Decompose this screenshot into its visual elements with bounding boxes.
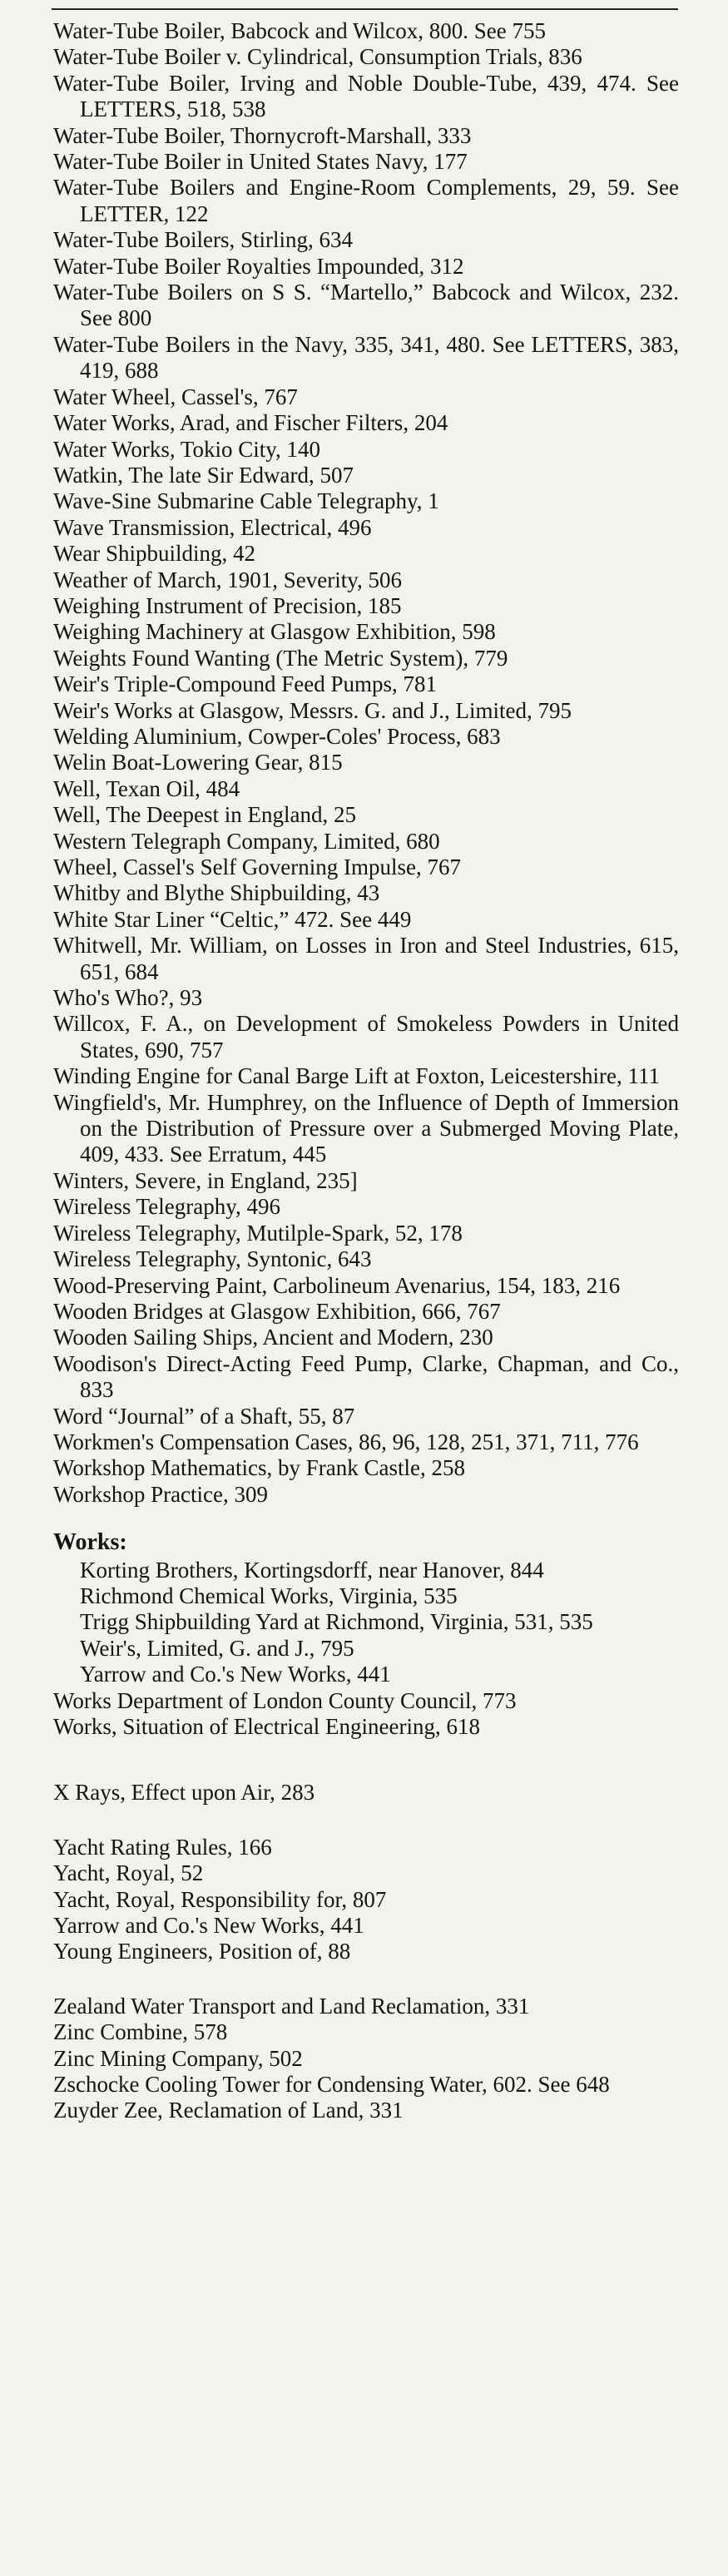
index-entry: Water-Tube Boilers in the Navy, 335, 341, 480. See LETTERS, 383, 419, 688 — [53, 331, 679, 384]
index-entry: Yarrow and Co.'s New Works, 441 — [53, 1913, 364, 1939]
index-entry: Water-Tube Boiler, Babcock and Wilcox, 800. See 755 — [53, 18, 546, 43]
section-gap — [53, 1806, 679, 1835]
index-entry: Woodison's Direct-Acting Feed Pump, Clarke, Chapman, and Co., 833 — [53, 1350, 679, 1403]
index-entry: Wheel, Cassel's Self Governing Impulse, 767 — [53, 855, 462, 879]
index-entry: Western Telegraph Company, Limited, 680 — [53, 828, 440, 854]
index-entry: X Rays, Effect upon Air, 283 — [53, 1780, 315, 1806]
index-entry: Weir's, Limited, G. and J., 795 — [80, 1635, 354, 1661]
index-entry: Watkin, The late Sir Edward, 507 — [53, 462, 354, 488]
index-entry: Well, Texan Oil, 484 — [53, 775, 240, 801]
index-entry: Yacht, Royal, Responsibility for, 807 — [53, 1886, 387, 1912]
index-entry: Yarrow and Co.'s New Works, 441 — [80, 1662, 391, 1687]
index-entry: Water-Tube Boilers, Stirling, 634 — [53, 227, 354, 253]
group-x-entries — [53, 1780, 679, 1806]
index-entry: Well, The Deepest in England, 25 — [53, 802, 356, 828]
top-rule — [52, 8, 678, 10]
index-entry: Whitby and Blythe Shipbuilding, 43 — [53, 880, 380, 906]
index-entry: Whitwell, Mr. William, on Losses in Iron and Steel Industries, 615, 651, 684 — [53, 933, 679, 984]
index-entry: Welding Aluminium, Cowper-Coles' Process, 683 — [53, 723, 501, 749]
index-entry: Water-Tube Boilers on S S. “Martello,” Babcock and Wilcox, 232. See 800 — [53, 280, 679, 331]
index-entry: Trigg Shipbuilding Yard at Richmond, Virginia, 531, 535 — [80, 1609, 593, 1635]
index-entry: Who's Who?, 93 — [53, 985, 203, 1011]
index-entry: Wingfield's, Mr. Humphrey, on the Influence of Depth of Immersion on the Distribution of Pressure over a Submerged Moving Plate, 409, 433. See Erratum, 445 — [53, 1089, 679, 1167]
index-entry: Weighing Instrument of Precision, 185 — [53, 592, 402, 618]
index-entry: Wear Shipbuilding, 42 — [53, 541, 256, 567]
index-entry: Water Wheel, Cassel's, 767 — [53, 384, 298, 409]
group-z-entries — [53, 1994, 679, 2124]
index-entry: Welin Boat-Lowering Gear, 815 — [53, 750, 343, 775]
index-entry: Korting Brothers, Kortingsdorff, near Hanover, 844 — [80, 1557, 544, 1583]
index-entry: Winding Engine for Canal Barge Lift at Foxton, Leicestershire, 111 — [53, 1063, 660, 1089]
index-entry: Water-Tube Boiler Royalties Impounded, 312 — [53, 253, 464, 279]
index-entry: Wireless Telegraphy, Syntonic, 643 — [53, 1246, 372, 1272]
index-entry: Weights Found Wanting (The Metric System), 779 — [53, 645, 508, 671]
index-entry: Wave-Sine Submarine Cable Telegraphy, 1 — [53, 488, 439, 514]
works-entries — [53, 1688, 679, 1741]
index-entry: Workshop Mathematics, by Frank Castle, 258 — [53, 1455, 466, 1481]
index-entry: Weighing Machinery at Glasgow Exhibition, 598 — [53, 619, 496, 645]
works-subentries — [53, 1558, 679, 1688]
index-entry: Wooden Sailing Ships, Ancient and Modern, 230 — [53, 1325, 493, 1350]
index-entry: Wood-Preserving Paint, Carbolineum Avenarius, 154, 183, 216 — [53, 1272, 621, 1298]
index-entry: Water Works, Arad, and Fischer Filters, 204 — [53, 410, 448, 436]
index-list — [53, 18, 679, 2124]
index-entry: Young Engineers, Position of, 88 — [53, 1939, 351, 1964]
index-entry: Water-Tube Boiler, Thornycroft-Marshall, 333 — [53, 122, 472, 148]
index-entry: Willcox, F. A., on Development of Smokeless Powders in United States, 690, 757 — [53, 1011, 679, 1063]
index-entry: Workshop Practice, 309 — [53, 1481, 269, 1507]
index-entry: Zinc Combine, 578 — [53, 2019, 228, 2045]
index-entry: Works Department of London County Council, 773 — [53, 1687, 517, 1713]
index-entry: Richmond Chemical Works, Virginia, 535 — [80, 1583, 458, 1608]
index-entry: Wooden Bridges at Glasgow Exhibition, 666, 767 — [53, 1298, 501, 1324]
index-entry: Yacht, Royal, 52 — [53, 1860, 204, 1886]
section-gap — [53, 1740, 679, 1780]
index-entry: Winters, Severe, in England, 235] — [53, 1167, 358, 1193]
index-entry: White Star Liner “Celtic,” 472. See 449 — [53, 906, 412, 932]
index-entry: Zuyder Zee, Reclamation of Land, 331 — [53, 2098, 404, 2123]
index-entry: Wave Transmission, Electrical, 496 — [53, 514, 372, 540]
group-y-entries — [53, 1835, 679, 1965]
index-entry: Weather of March, 1901, Severity, 506 — [53, 567, 402, 592]
section-gap — [53, 1965, 679, 1994]
index-entry: Weir's Works at Glasgow, Messrs. G. and J., Limited, 795 — [53, 697, 572, 723]
group-w-entries — [53, 18, 679, 1508]
index-entry: Weir's Triple-Compound Feed Pumps, 781 — [53, 671, 437, 697]
index-entry: Workmen's Compensation Cases, 86, 96, 128, 251, 371, 711, 776 — [53, 1429, 639, 1454]
index-entry: Word “Journal” of a Shaft, 55, 87 — [53, 1403, 355, 1429]
index-entry: Works, Situation of Electrical Engineering, 618 — [53, 1714, 480, 1739]
index-entry: Yacht Rating Rules, 166 — [53, 1834, 272, 1860]
index-entry: Water-Tube Boilers and Engine-Room Complements, 29, 59. See LETTER, 122 — [53, 175, 679, 226]
index-entry: Zschocke Cooling Tower for Condensing Water, 602. See 648 — [53, 2072, 610, 2098]
index-entry: Water-Tube Boiler in United States Navy, 177 — [53, 149, 468, 175]
index-entry: Wireless Telegraphy, Mutilple-Spark, 52, 178 — [53, 1220, 463, 1246]
works-heading: Works: — [53, 1529, 127, 1556]
index-entry: Water Works, Tokio City, 140 — [53, 436, 320, 462]
index-entry: Water-Tube Boiler, Irving and Noble Double-Tube, 439, 474. See LETTERS, 518, 538 — [53, 70, 679, 122]
index-entry: Wireless Telegraphy, 496 — [53, 1194, 280, 1220]
index-entry: Water-Tube Boiler v. Cylindrical, Consumption Trials, 836 — [53, 44, 582, 70]
index-entry: Zealand Water Transport and Land Reclamation, 331 — [53, 1993, 530, 2019]
index-entry: Zinc Mining Company, 502 — [53, 2045, 303, 2071]
